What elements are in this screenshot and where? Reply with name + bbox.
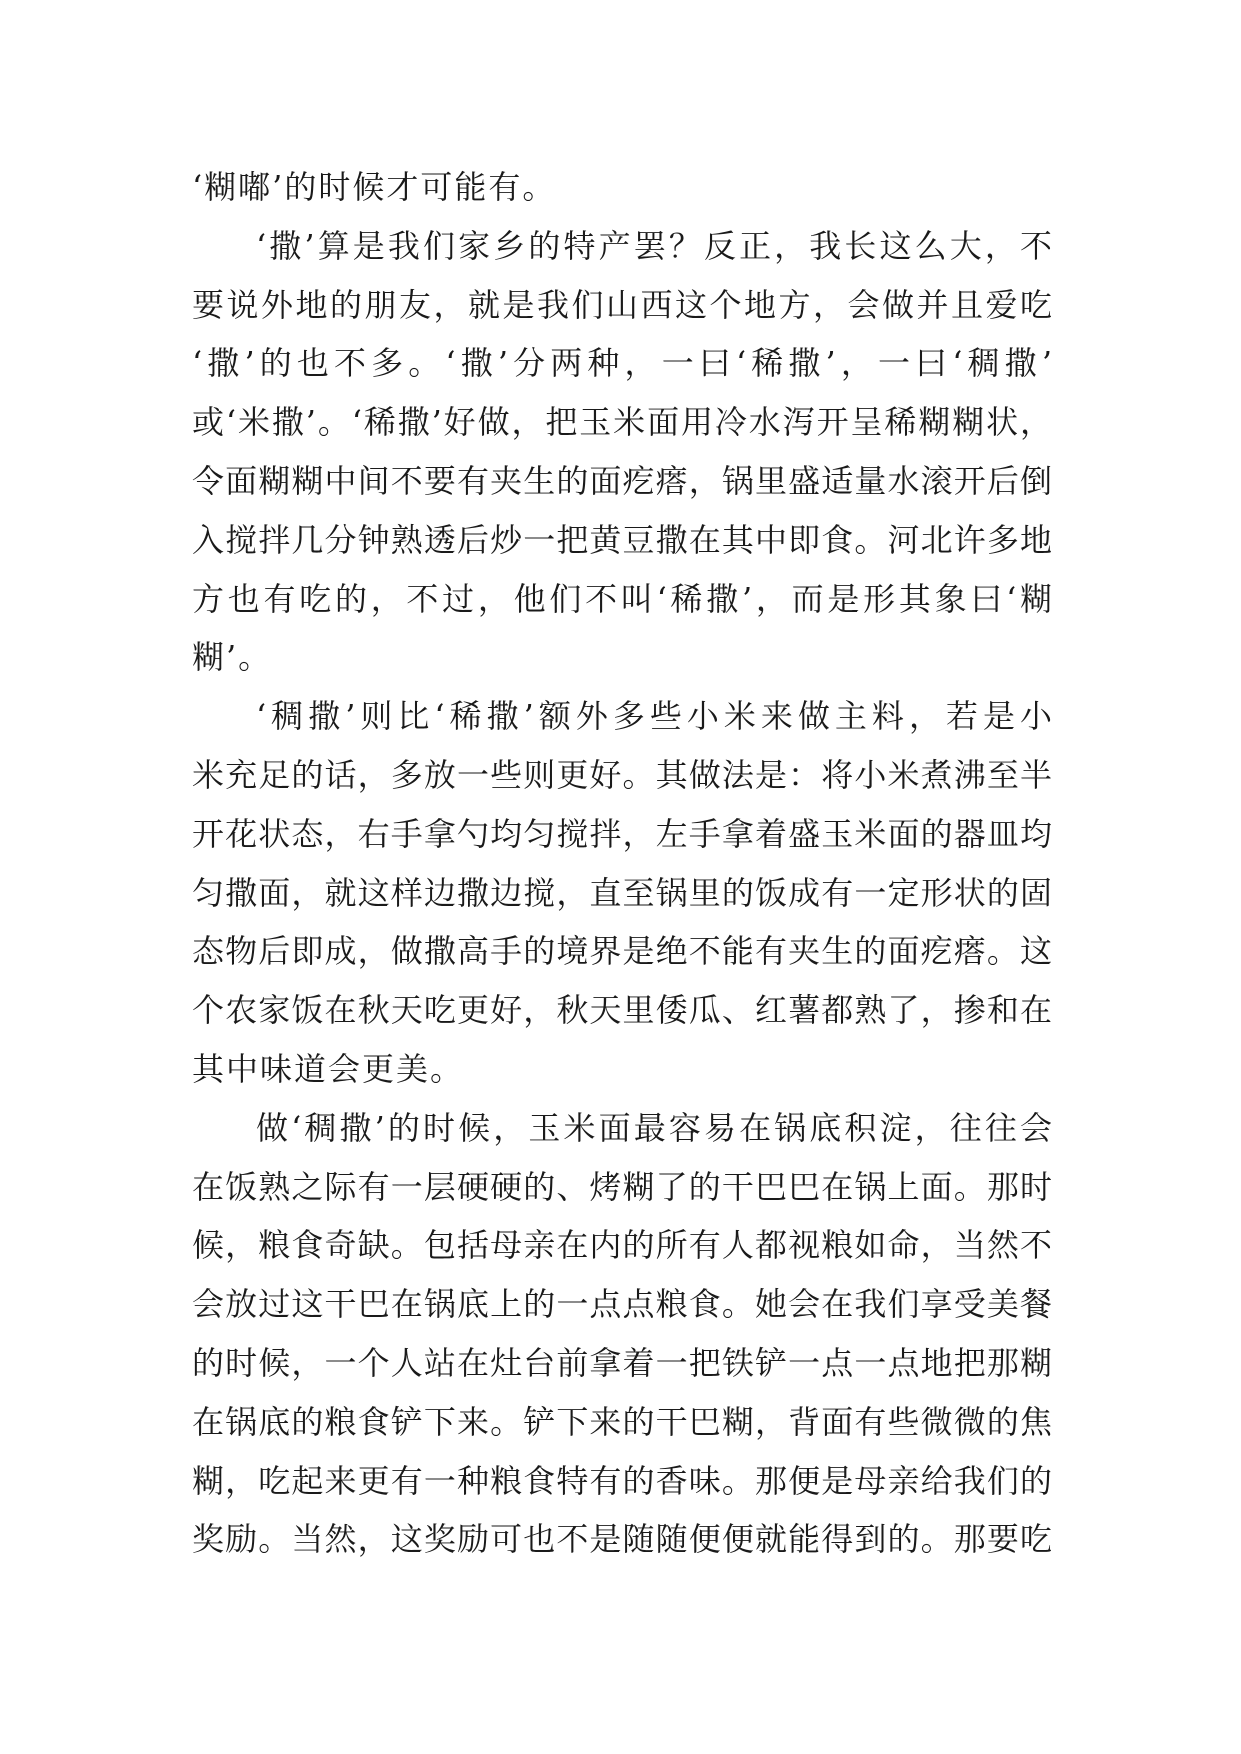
text-line: 要说外地的朋友，就是我们山西这个地方，会做并且爱吃: [192, 285, 1052, 324]
text-line: 入搅拌几分钟熟透后炒一把黄豆撒在其中即食。河北许多地: [192, 520, 1052, 559]
text-line: 开花状态，右手拿勺均匀搅拌，左手拿着盛玉米面的器皿均: [192, 814, 1052, 853]
text-line: 会放过这干巴在锅底上的一点点粮食。她会在我们享受美餐: [192, 1285, 1052, 1324]
document-page: [192, 158, 1052, 1569]
text-line: 态物后即成，做撒高手的境界是绝不能有夹生的面疙瘩。这: [192, 932, 1052, 971]
text-line: 奖励。当然，这奖励可也不是随随便便就能得到的。那要吃: [192, 1520, 1052, 1559]
text-line: 的时候，一个人站在灶台前拿着一把铁铲一点一点地把那糊: [192, 1343, 1052, 1382]
text-line: 或‘米撒’。‘稀撒’好做，把玉米面用冷水泻开呈稀糊糊状，: [192, 403, 1052, 442]
text-line: ‘糊嘟’的时候才可能有。: [192, 168, 557, 206]
text-line: 匀撒面，就这样边撒边搅，直至锅里的饭成有一定形状的固: [192, 873, 1052, 912]
text-line: 令面糊糊中间不要有夹生的面疙瘩，锅里盛适量水滚开后倒: [192, 461, 1052, 500]
text-line: 其中味道会更美。: [192, 1049, 465, 1088]
text-line: 在饭熟之际有一层硬硬的、烤糊了的干巴巴在锅上面。那时: [192, 1167, 1052, 1206]
text-line: 候，粮食奇缺。包括母亲在内的所有人都视粮如命，当然不: [192, 1226, 1052, 1265]
text-line: ‘撒’算是我们家乡的特产罢？反正，我长这么大，不: [256, 226, 1052, 265]
text-line: 米充足的话，多放一些则更好。其做法是：将小米煮沸至半: [192, 755, 1052, 794]
text-line: ‘撒’的也不多。‘撒’分两种，一曰‘稀撒’，一曰‘稠撒’: [192, 344, 1052, 383]
text-line: 方也有吃的，不过，他们不叫‘稀撒’，而是形其象曰‘糊: [192, 579, 1052, 618]
text-line: 个农家饭在秋天吃更好，秋天里倭瓜、红薯都熟了，掺和在: [192, 991, 1052, 1030]
text-line: 糊’。: [192, 638, 273, 677]
text-line: 做‘稠撒’的时候，玉米面最容易在锅底积淀，往往会: [256, 1108, 1052, 1147]
text-line: ‘稠撒’则比‘稀撒’额外多些小米来做主料，若是小: [256, 697, 1052, 736]
text-line: 糊，吃起来更有一种粮食特有的香味。那便是母亲给我们的: [192, 1461, 1052, 1500]
text-line: 在锅底的粮食铲下来。铲下来的干巴糊，背面有些微微的焦: [192, 1402, 1052, 1441]
